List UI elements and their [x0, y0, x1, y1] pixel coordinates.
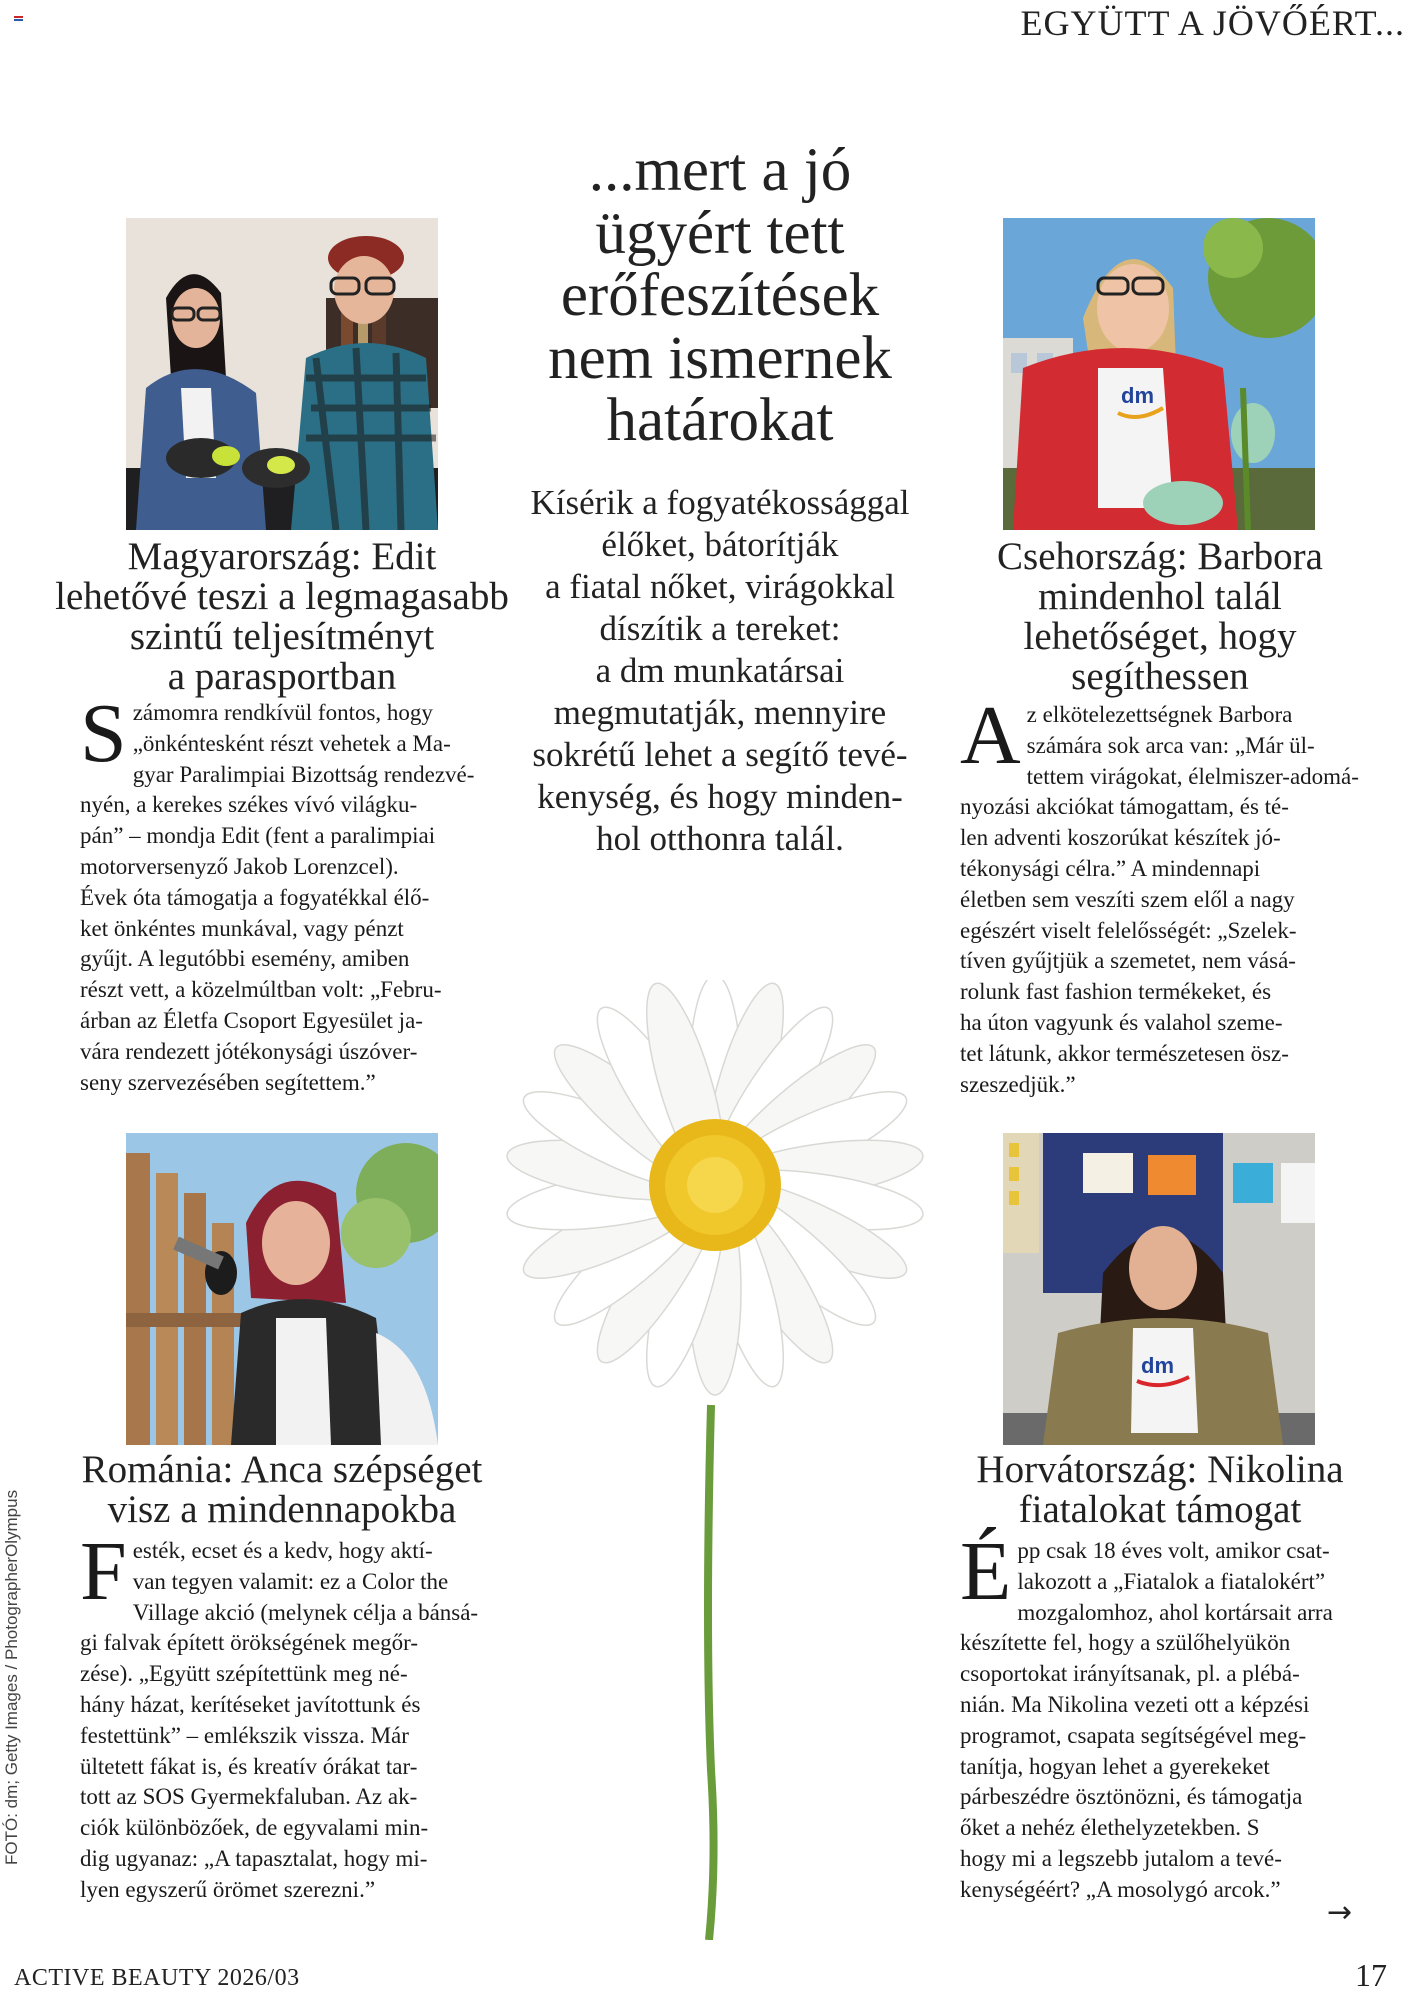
body-line: életben sem veszíti szem elől a nagy [960, 886, 1295, 912]
daisy-illustration [485, 980, 945, 1940]
headline-line: Csehország: Barbora [997, 535, 1323, 578]
body-line: mozgalomhoz, ahol kortársait arra [1017, 1599, 1333, 1625]
body-line: hogy mi a legszebb jutalom a tevé- [960, 1845, 1282, 1871]
body-line: nyén, a kerekes székes vívó világku- [80, 792, 418, 818]
body-line: számára sok arca van: „Már ül- [1026, 732, 1315, 758]
headline-line: Magyarország: Edit [127, 535, 437, 578]
article-hungary-body [80, 687, 483, 1098]
footer-magazine-issue: ACTIVE BEAUTY 2026/03 [14, 1965, 300, 1991]
lead-line: díszítik a tereket: [599, 609, 841, 648]
article-croatia-body [960, 1525, 1360, 1906]
body-line: z elkötelezettségnek Barbora [1026, 702, 1293, 727]
body-line: esték, ecset és a kedv, hogy aktí- [132, 1538, 433, 1563]
article-romania-body [80, 1525, 483, 1906]
body-line: dig ugyanaz: „A tapasztalat, hogy mi- [80, 1845, 428, 1871]
continue-arrow-icon: → [1327, 1895, 1353, 1930]
lead-line: élőket, bátorítják [601, 525, 839, 564]
body-line: Évek óta támogatja a fogyatékkal élő- [80, 884, 430, 910]
body-line: tékonysági célra.” A mindennapi [960, 855, 1261, 881]
headline-line: lehetővé teszi a legmagasabb [55, 575, 509, 618]
photo-edit-and-jakob [126, 218, 438, 530]
main-headline-line: nem ismernek [548, 324, 892, 392]
headline-line: a parasportban [167, 655, 397, 698]
lead-line: megmutatják, mennyire [553, 693, 887, 732]
body-line: len adventi koszorúkat készítek jó- [960, 825, 1281, 851]
body-line: pán” – mondja Edit (fent a paralimpiai [80, 823, 436, 849]
photo-barbora [1003, 218, 1315, 530]
body-line: gyar Paralimpiai Bizottság rendezvé- [132, 761, 475, 787]
body-line: motorversenyző Jakob Lorenzcel). [80, 853, 399, 879]
photo-nikolina [1003, 1133, 1315, 1445]
headline-line: mindenhol talál [1038, 575, 1282, 618]
body-line: zámomra rendkívül fontos, hogy [132, 700, 433, 725]
section-header-title: EGYÜTT A JÖVŐÉRT... [1020, 3, 1405, 43]
body-line: gi falvak épített örökségének megőr- [80, 1630, 419, 1656]
headline-line: szintű teljesítményt [129, 615, 435, 658]
article-croatia-headline [930, 1450, 1390, 1530]
body-line: kenységéért? „A mosolygó arcok.” [960, 1876, 1281, 1902]
body-line: szeszedjük.” [960, 1071, 1076, 1097]
body-line: pp csak 18 éves volt, amikor csat- [1017, 1538, 1330, 1563]
body-line: rolunk fast fashion termékeket, és [960, 979, 1272, 1005]
body-line: tott az SOS Gyermekfaluban. Az ak- [80, 1784, 418, 1810]
body-line: nyozási akciókat támogattam, és té- [960, 794, 1289, 820]
photo-anca [126, 1133, 438, 1445]
body-line: tanítja, hogyan lehet a gyerekeket [960, 1753, 1270, 1779]
body-line: csoportokat irányítsanak, pl. a plébá- [960, 1661, 1300, 1687]
headline-line: Horvátország: Nikolina [976, 1448, 1344, 1491]
headline-line: Románia: Anca szépséget [81, 1448, 483, 1491]
body-line: tettem virágokat, élelmiszer-adomá- [1026, 763, 1359, 789]
body-line: programot, csapata segítségével meg- [960, 1722, 1307, 1748]
article-hungary-headline [52, 537, 512, 697]
body-line: hány házat, kerítéseket javítottunk és [80, 1691, 421, 1717]
lead-line: sokrétű lehet a segítő tevé- [532, 735, 908, 774]
headline-line: fiatalokat támogat [1018, 1488, 1302, 1531]
body-line: párbeszédre ösztönözni, és támogatja [960, 1784, 1303, 1810]
dropcap: S [80, 687, 127, 780]
body-line: lakozott a „Fiatalok a fiatalokért” [1017, 1568, 1326, 1594]
main-headline-line: ügyért tett [595, 199, 845, 267]
body-line: Village akció (melynek célja a bánsá- [132, 1599, 479, 1625]
dropcap: F [80, 1525, 127, 1618]
body-line: nián. Ma Nikolina vezeti ott a képzési [960, 1691, 1310, 1717]
main-headline-line: ...mert a jó [588, 137, 852, 204]
headline-line: visz a mindennapokba [107, 1488, 457, 1531]
body-line: ket önkéntes munkával, vagy pénzt [80, 915, 404, 941]
body-line: egészért viselt felelősségét: „Szelek- [960, 917, 1297, 943]
svg-text:dm: dm [1121, 383, 1154, 408]
body-line: lyen egyszerű örömet szerezni.” [80, 1876, 376, 1902]
main-headline-line: határokat [606, 387, 834, 454]
body-line: gyűjt. A legutóbbi esemény, amiben [80, 946, 410, 972]
lead-line: kenység, és hogy minden- [537, 777, 903, 816]
body-line: készítette fel, hogy a szülőhelyükön [960, 1630, 1291, 1656]
page-number: 17 [1355, 1957, 1387, 1993]
body-line: zése). „Együtt szépítettünk meg né- [80, 1661, 408, 1687]
lead-line: a fiatal nőket, virágokkal [545, 567, 895, 606]
lead-line: a dm munkatársai [595, 651, 845, 690]
photo-credit: FOTÓ: dm; Getty Images / PhotographerOlympus [2, 1489, 21, 1865]
dropcap: É [960, 1525, 1012, 1618]
article-czech-headline [930, 537, 1390, 697]
body-line: részt vett, a közelmúltban volt: „Febru- [80, 977, 442, 1003]
svg-text:dm: dm [1141, 1353, 1174, 1378]
body-line: festettünk” – emlékszik vissza. Már [80, 1722, 409, 1748]
body-line: vára rendezett jótékonysági úszóver- [80, 1038, 418, 1064]
lead-line: Kísérik a fogyatékossággal [530, 483, 910, 522]
main-headline [500, 137, 940, 454]
body-line: tet látunk, akkor természetesen ösz- [960, 1040, 1289, 1066]
body-line: őket a nehéz élethelyzetekben. S [960, 1815, 1260, 1841]
body-line: seny szervezésében segítettem.” [80, 1069, 376, 1095]
lead-line: hol otthonra talál. [596, 819, 844, 858]
body-line: árban az Életfa Csoport Egyesület ja- [80, 1007, 423, 1033]
article-romania-headline [52, 1450, 512, 1530]
body-line: ciók különbözőek, de egyvalami min- [80, 1815, 429, 1841]
dropcap: A [960, 689, 1021, 782]
headline-line: lehetőséget, hogy [1023, 615, 1297, 658]
body-line: tíven gyűjtjük a szemetet, nem vásá- [960, 948, 1296, 974]
article-czech-body [960, 689, 1360, 1100]
body-line: „önkéntesként részt vehetek a Ma- [132, 730, 451, 756]
headline-line: segíthessen [1071, 655, 1249, 698]
corner-mark [14, 16, 23, 23]
body-line: van tegyen valamit: ez a Color the [132, 1568, 449, 1594]
body-line: ha úton vagyunk és valahol szeme- [960, 1009, 1283, 1035]
lead-paragraph [510, 482, 930, 860]
main-headline-line: erőfeszítések [560, 262, 880, 329]
body-line: ültetett fákat is, és kreatív órákat tar- [80, 1753, 418, 1779]
